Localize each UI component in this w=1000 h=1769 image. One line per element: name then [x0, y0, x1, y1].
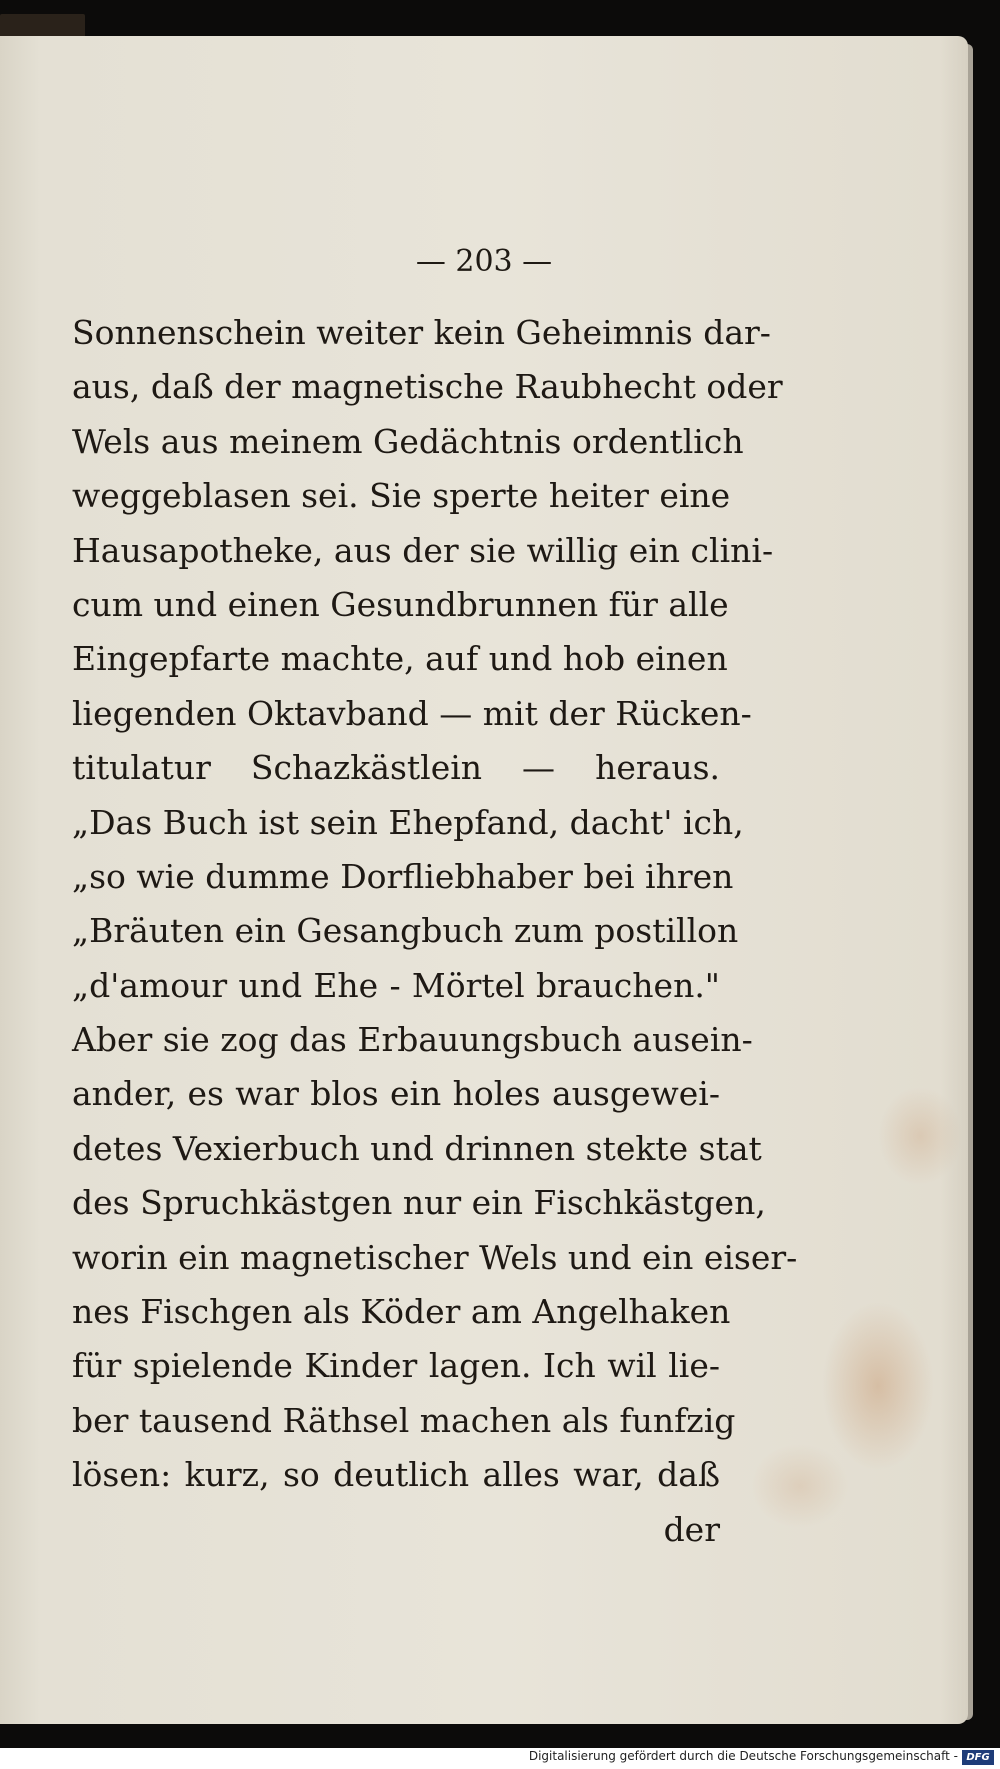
text-line: „d'amour und Ehe - Mörtel brauchen."	[72, 965, 720, 1005]
funding-notice: Digitalisierung gefördert durch die Deutsche Forschungsgemeinschaft -	[528, 1749, 958, 1763]
text-line: Wels aus meinem Gedächtnis ordentlich	[72, 421, 744, 461]
text-line: „Bräuten ein Gesangbuch zum postillon	[72, 911, 739, 951]
catchword: der	[663, 1509, 720, 1549]
text-line: detes Vexierbuch und drinnen stekte stat	[72, 1128, 762, 1168]
text-line: Aber sie zog das Erbauungsbuch ausein-	[72, 1020, 753, 1060]
text-line: lösen: kurz, so deutlich alles war, daß	[72, 1455, 720, 1495]
text-line: liegenden Oktavband — mit der Rücken-	[72, 693, 752, 733]
text-line: Hausapotheke, aus der sie willig ein clini-	[72, 530, 774, 570]
text-line: Eingepfarte machte, auf und hob einen	[72, 639, 728, 679]
text-line: „Das Buch ist sein Ehepfand, dacht' ich,	[72, 802, 744, 842]
text-line: ander, es war blos ein holes ausgewei-	[72, 1074, 720, 1114]
book-page	[0, 36, 968, 1724]
text-line: Sonnenschein weiter kein Geheimnis dar-	[72, 313, 771, 352]
text-line: nes Fischgen als Köder am Angelhaken	[72, 1292, 731, 1332]
text-line: weggeblasen sei. Sie sperte heiter eine	[72, 476, 731, 516]
text-line: „so wie dumme Dorfliebhaber bei ihren	[72, 856, 734, 896]
text-line: aus, daß der magnetische Raubhecht oder	[72, 367, 783, 407]
body-text	[72, 306, 798, 1557]
page-number-header: — 203 —	[415, 244, 553, 279]
text-line: cum und einen Gesundbrunnen für alle	[72, 584, 729, 624]
dfg-logo: DFG	[962, 1750, 994, 1765]
text-line: worin ein magnetischer Wels und ein eiser-	[72, 1237, 798, 1277]
text-line: des Spruchkästgen nur ein Fischkästgen,	[72, 1183, 766, 1223]
text-line: titulatur Schazkästlein — heraus.	[72, 748, 720, 788]
text-line: für spielende Kinder lagen. Ich wil lie-	[72, 1346, 720, 1386]
text-line: ber tausend Räthsel machen als funfzig	[72, 1400, 736, 1440]
